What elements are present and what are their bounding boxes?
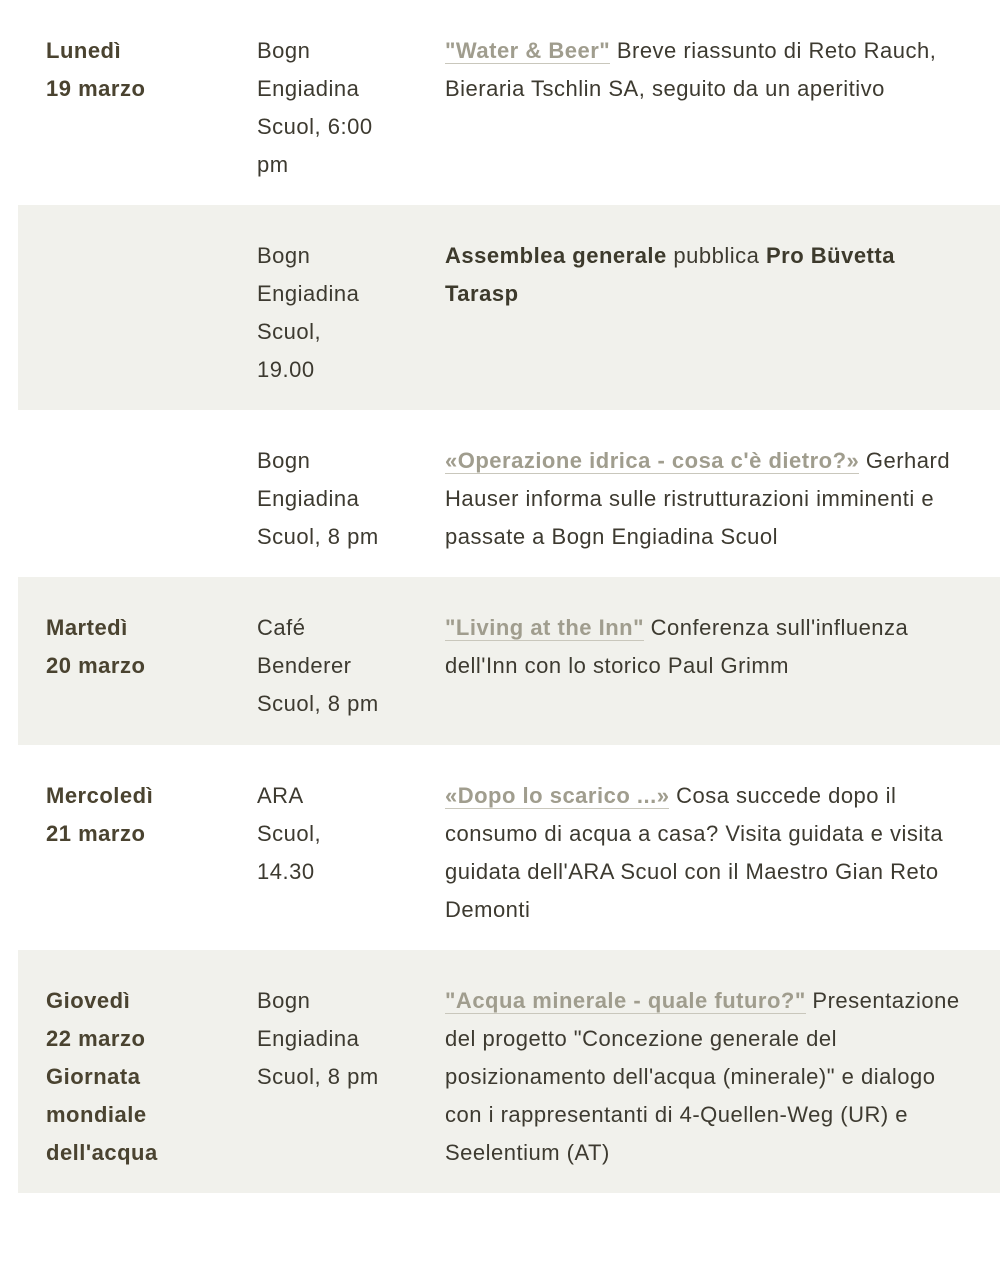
event-description: «Dopo lo scarico ...» Cosa succede dopo il consumo di acqua a casa? Visita guidata e visita guidata dell'ARA Scuol con il Maestro Gian Reto Demonti	[445, 783, 944, 922]
event-row	[18, 410, 1000, 577]
assembly-label: Assemblea generale	[445, 243, 667, 268]
event-date: Giovedì 22 marzo Giornata mondiale dell'acqua	[46, 988, 158, 1165]
event-location: Bogn Engiadina Scuol, 19.00	[257, 243, 360, 382]
event-row	[18, 950, 1000, 1193]
event-location: Bogn Engiadina Scuol, 8 pm	[257, 448, 379, 549]
organization-name: Pro Büvetta	[765, 243, 895, 268]
event-description: "Acqua minerale - quale futuro?" Presentazione del progetto "Concezione generale del posizionamento dell'acqua (minerale)" e dialogo con i rappresentanti di 4-Quellen-Weg (UR) e Seelentium (AT)	[445, 988, 960, 1165]
event-title-link[interactable]: «Dopo lo scarico ...»	[445, 783, 670, 808]
event-row	[18, 577, 1000, 745]
event-description: "Living at the Inn" Conferenza sull'influenza dell'Inn con lo storico Paul Grimm	[445, 615, 909, 678]
event-title-link[interactable]: "Acqua minerale - quale futuro?"	[445, 988, 806, 1013]
event-row	[18, 205, 1000, 410]
event-location: Bogn Engiadina Scuol, 8 pm	[257, 988, 379, 1089]
event-date: Martedì 20 marzo	[46, 615, 146, 678]
event-title-link[interactable]: "Living at the Inn"	[445, 615, 645, 640]
event-location: ARA Scuol, 14.30	[257, 783, 322, 884]
event-date: Mercoledì 21 marzo	[46, 783, 154, 846]
event-row	[18, 745, 1000, 950]
event-title-link[interactable]: «Operazione idrica - cosa c'è dietro?»	[445, 448, 860, 473]
event-description: Assemblea generale pubblica Pro Büvetta Tarasp	[445, 243, 895, 306]
events-table	[18, 0, 1000, 1193]
event-description: «Operazione idrica - cosa c'è dietro?» Gerhard Hauser informa sulle ristrutturazioni imminenti e passate a Bogn Engiadina Scuol	[445, 448, 951, 549]
event-date: Lunedì 19 marzo	[46, 38, 146, 101]
event-row	[18, 0, 1000, 205]
event-location: Café Benderer Scuol, 8 pm	[257, 615, 379, 716]
event-title-link[interactable]: "Water & Beer"	[445, 38, 611, 63]
event-location: Bogn Engiadina Scuol, 6:00 pm	[257, 38, 373, 177]
event-description: "Water & Beer" Breve riassunto di Reto Rauch, Bieraria Tschlin SA, seguito da un aperitivo	[445, 38, 937, 101]
